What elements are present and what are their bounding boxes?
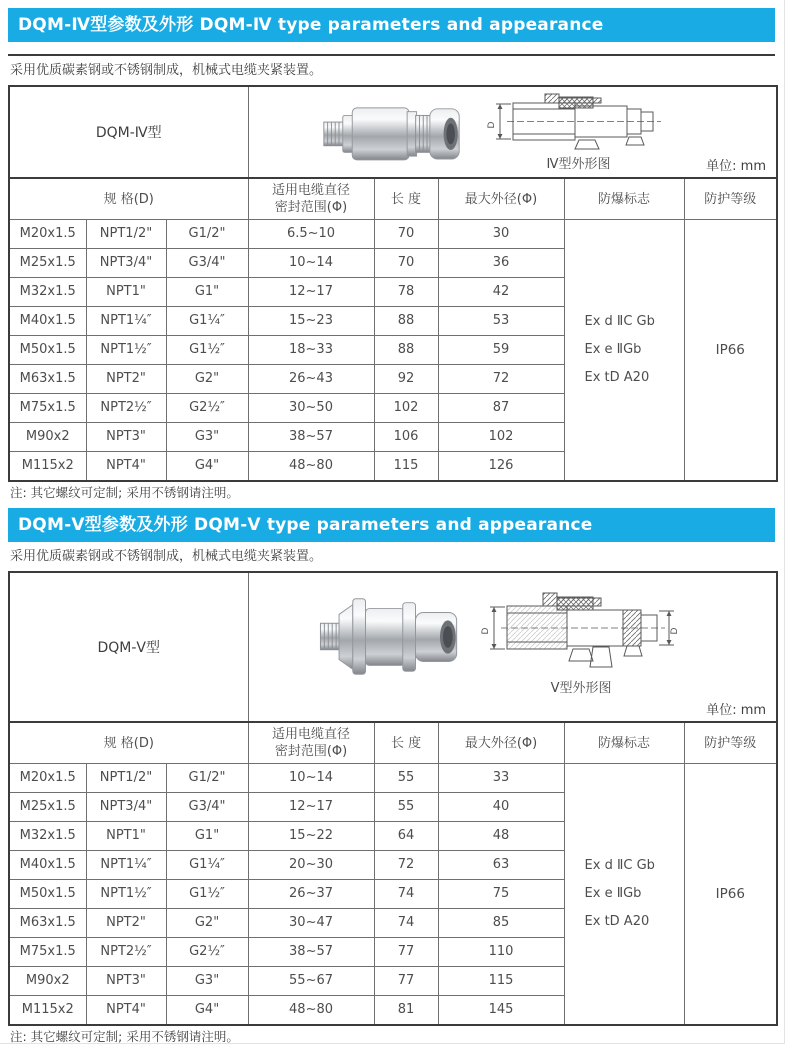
spec-cell: 48~80 bbox=[248, 452, 374, 482]
ex-marking-line: Ex tD A20 bbox=[584, 914, 650, 929]
cable-header-line2: 密封范围(Φ) bbox=[274, 200, 348, 215]
spec-cell: 92 bbox=[374, 365, 438, 394]
spec-rows bbox=[9, 764, 777, 1026]
cable-header-line1: 适用电缆直径 bbox=[272, 727, 351, 742]
spec-cell: G1" bbox=[166, 278, 248, 307]
spec-cell: G3" bbox=[166, 423, 248, 452]
spec-cell: 12~17 bbox=[248, 278, 374, 307]
spec-cell: M63x1.5 bbox=[9, 365, 86, 394]
spec-cell: G2½″ bbox=[166, 394, 248, 423]
col-header-protection: 防护等级 bbox=[684, 178, 777, 220]
spec-cell: G3/4" bbox=[166, 793, 248, 822]
spec-cell: G2" bbox=[166, 909, 248, 938]
spec-cell: M75x1.5 bbox=[9, 938, 86, 967]
spec-cell: M75x1.5 bbox=[9, 394, 86, 423]
spec-cell: 72 bbox=[438, 365, 564, 394]
spec-cell: M40x1.5 bbox=[9, 851, 86, 880]
spec-cell: 115 bbox=[374, 452, 438, 482]
spec-cell: 36 bbox=[438, 249, 564, 278]
spec-cell: 64 bbox=[374, 822, 438, 851]
spec-cell: 75 bbox=[438, 880, 564, 909]
spec-cell: 12~17 bbox=[248, 793, 374, 822]
spec-cell: 77 bbox=[374, 967, 438, 996]
visual-cell bbox=[248, 572, 777, 722]
spec-cell: 110 bbox=[438, 938, 564, 967]
spec-cell: 70 bbox=[374, 249, 438, 278]
col-header-cable-range bbox=[248, 178, 374, 220]
model-label: DQM-Ⅳ型 bbox=[9, 86, 248, 178]
section-title-dqm4: DQM-Ⅳ型参数及外形 DQM-Ⅳ type parameters and appearance bbox=[8, 8, 775, 42]
spec-cell: G1/2" bbox=[166, 220, 248, 249]
product-photo-dqm5 bbox=[317, 587, 465, 685]
spec-cell: M50x1.5 bbox=[9, 336, 86, 365]
spec-cell: M40x1.5 bbox=[9, 307, 86, 336]
spec-cell: NPT3/4" bbox=[86, 793, 166, 822]
col-header-spec: 规 格(D) bbox=[9, 722, 248, 764]
spec-cell: 55 bbox=[374, 764, 438, 793]
spec-cell: NPT1/2" bbox=[86, 764, 166, 793]
spec-cell: 18~33 bbox=[248, 336, 374, 365]
spec-cell: G3" bbox=[166, 967, 248, 996]
col-header-spec: 规 格(D) bbox=[9, 178, 248, 220]
spec-cell: 88 bbox=[374, 307, 438, 336]
ex-marking-line: Ex d ⅡC Gb bbox=[584, 314, 655, 329]
spec-cell: M90x2 bbox=[9, 423, 86, 452]
section-title-dqm5: DQM-Ⅴ型参数及外形 DQM-Ⅴ type parameters and appearance bbox=[8, 508, 775, 542]
spec-cell: 63 bbox=[438, 851, 564, 880]
footnote: 注: 其它螺纹可定制; 采用不锈钢请注明。 bbox=[10, 485, 239, 500]
table-row bbox=[9, 220, 777, 249]
protection-class-cell: IP66 bbox=[684, 764, 777, 1026]
spec-table-dqm5 bbox=[8, 571, 778, 1026]
spec-cell: NPT1" bbox=[86, 278, 166, 307]
spec-cell: 38~57 bbox=[248, 423, 374, 452]
spec-cell: G2" bbox=[166, 365, 248, 394]
spec-cell: G2½″ bbox=[166, 938, 248, 967]
spec-cell: 74 bbox=[374, 909, 438, 938]
col-header-protection: 防护等级 bbox=[684, 722, 777, 764]
spec-cell: G1¼″ bbox=[166, 307, 248, 336]
spec-cell: G3/4" bbox=[166, 249, 248, 278]
cable-header-line2: 密封范围(Φ) bbox=[274, 744, 348, 759]
svg-text:D: D bbox=[669, 627, 680, 635]
protection-class-cell: IP66 bbox=[684, 220, 777, 482]
spec-cell: 10~14 bbox=[248, 249, 374, 278]
outline-drawing-dqm4 bbox=[487, 89, 667, 153]
spec-cell: 55 bbox=[374, 793, 438, 822]
spec-cell: 72 bbox=[374, 851, 438, 880]
unit-label: 单位: mm bbox=[706, 159, 767, 174]
spec-cell: 81 bbox=[374, 996, 438, 1026]
spec-cell: NPT4" bbox=[86, 996, 166, 1026]
spec-cell: M50x1.5 bbox=[9, 880, 86, 909]
spec-cell: M90x2 bbox=[9, 967, 86, 996]
spec-cell: 40 bbox=[438, 793, 564, 822]
spec-cell: 115 bbox=[438, 967, 564, 996]
footnote: 注: 其它螺纹可定制; 采用不锈钢请注明。 bbox=[10, 1029, 239, 1044]
col-header-length: 长 度 bbox=[374, 178, 438, 220]
spec-cell: 48~80 bbox=[248, 996, 374, 1026]
visual-cell bbox=[248, 86, 777, 178]
spec-cell: G4" bbox=[166, 996, 248, 1026]
spec-cell: 30 bbox=[438, 220, 564, 249]
spec-cell: 74 bbox=[374, 880, 438, 909]
spec-cell: 33 bbox=[438, 764, 564, 793]
spec-cell: NPT2½″ bbox=[86, 938, 166, 967]
spec-cell: 48 bbox=[438, 822, 564, 851]
spec-table-dqm4 bbox=[8, 85, 778, 482]
spec-cell: 77 bbox=[374, 938, 438, 967]
col-header-ex-marking: 防爆标志 bbox=[564, 722, 684, 764]
svg-text:D: D bbox=[486, 121, 497, 129]
spec-cell: M115x2 bbox=[9, 452, 86, 482]
ex-marking-cell bbox=[564, 220, 684, 482]
svg-text:D: D bbox=[480, 627, 491, 635]
spec-cell: NPT2" bbox=[86, 909, 166, 938]
product-photo-dqm4 bbox=[321, 95, 463, 169]
spec-cell: NPT4" bbox=[86, 452, 166, 482]
col-header-ex-marking: 防爆标志 bbox=[564, 178, 684, 220]
spec-cell: 106 bbox=[374, 423, 438, 452]
model-label: DQM-Ⅴ型 bbox=[9, 572, 248, 722]
visual-row bbox=[9, 572, 777, 722]
spec-cell: NPT3" bbox=[86, 423, 166, 452]
spec-cell: 102 bbox=[438, 423, 564, 452]
spec-cell: G1/2" bbox=[166, 764, 248, 793]
spec-cell: 53 bbox=[438, 307, 564, 336]
spec-cell: 38~57 bbox=[248, 938, 374, 967]
spec-cell: NPT1¼″ bbox=[86, 851, 166, 880]
spec-rows bbox=[9, 220, 777, 482]
spec-cell: NPT1¼″ bbox=[86, 307, 166, 336]
spec-cell: NPT2½″ bbox=[86, 394, 166, 423]
ex-marking-line: Ex tD A20 bbox=[584, 370, 650, 385]
spec-cell: 30~50 bbox=[248, 394, 374, 423]
spec-cell: M63x1.5 bbox=[9, 909, 86, 938]
divider-line bbox=[8, 54, 775, 56]
spec-cell: NPT1/2" bbox=[86, 220, 166, 249]
spec-cell: M32x1.5 bbox=[9, 278, 86, 307]
spec-cell: 6.5~10 bbox=[248, 220, 374, 249]
drawing-caption: Ⅴ型外形图 bbox=[550, 681, 612, 696]
spec-cell: NPT3/4" bbox=[86, 249, 166, 278]
unit-label: 单位: mm bbox=[706, 703, 767, 718]
col-header-max-od: 最大外径(Φ) bbox=[438, 178, 564, 220]
col-header-max-od: 最大外径(Φ) bbox=[438, 722, 564, 764]
spec-cell: M20x1.5 bbox=[9, 220, 86, 249]
material-description: 采用优质碳素钢或不锈钢制成，机械式电缆夹紧装置。 bbox=[10, 549, 323, 564]
drawing-caption: Ⅳ型外形图 bbox=[546, 157, 611, 172]
spec-cell: NPT1½″ bbox=[86, 880, 166, 909]
spec-cell: G1½″ bbox=[166, 336, 248, 365]
ex-marking-line: Ex e ⅡGb bbox=[584, 886, 642, 901]
table-row bbox=[9, 764, 777, 793]
ex-marking-line: Ex e ⅡGb bbox=[584, 342, 642, 357]
spec-cell: 15~23 bbox=[248, 307, 374, 336]
spec-cell: 126 bbox=[438, 452, 564, 482]
spec-cell: 15~22 bbox=[248, 822, 374, 851]
spec-cell: 70 bbox=[374, 220, 438, 249]
spec-cell: 26~37 bbox=[248, 880, 374, 909]
spec-cell: 87 bbox=[438, 394, 564, 423]
visual-row bbox=[9, 86, 777, 178]
spec-cell: M20x1.5 bbox=[9, 764, 86, 793]
spec-cell: 20~30 bbox=[248, 851, 374, 880]
table-header-row bbox=[9, 178, 777, 220]
spec-cell: 55~67 bbox=[248, 967, 374, 996]
col-header-cable-range bbox=[248, 722, 374, 764]
cable-header-line1: 适用电缆直径 bbox=[271, 183, 350, 198]
outline-drawing-dqm5 bbox=[481, 587, 681, 673]
spec-cell: M25x1.5 bbox=[9, 249, 86, 278]
spec-cell: M32x1.5 bbox=[9, 822, 86, 851]
spec-cell: G1½″ bbox=[166, 880, 248, 909]
spec-cell: 145 bbox=[438, 996, 564, 1026]
spec-cell: M115x2 bbox=[9, 996, 86, 1026]
spec-cell: NPT3" bbox=[86, 967, 166, 996]
spec-cell: 85 bbox=[438, 909, 564, 938]
spec-cell: M25x1.5 bbox=[9, 793, 86, 822]
table-header-row bbox=[9, 722, 777, 764]
spec-cell: 88 bbox=[374, 336, 438, 365]
spec-cell: 102 bbox=[374, 394, 438, 423]
spec-cell: 30~47 bbox=[248, 909, 374, 938]
ex-marking-line: Ex d ⅡC Gb bbox=[584, 858, 655, 873]
col-header-length: 长 度 bbox=[374, 722, 438, 764]
spec-cell: 26~43 bbox=[248, 365, 374, 394]
spec-cell: 10~14 bbox=[248, 764, 374, 793]
spec-cell: 59 bbox=[438, 336, 564, 365]
spec-cell: NPT1½″ bbox=[86, 336, 166, 365]
spec-cell: NPT1" bbox=[86, 822, 166, 851]
material-description: 采用优质碳素钢或不锈钢制成，机械式电缆夹紧装置。 bbox=[10, 63, 323, 78]
spec-cell: NPT2" bbox=[86, 365, 166, 394]
spec-cell: G1" bbox=[166, 822, 248, 851]
spec-cell: G4" bbox=[166, 452, 248, 482]
spec-cell: G1¼″ bbox=[166, 851, 248, 880]
ex-marking-cell bbox=[564, 764, 684, 1026]
spec-cell: 42 bbox=[438, 278, 564, 307]
spec-cell: 78 bbox=[374, 278, 438, 307]
